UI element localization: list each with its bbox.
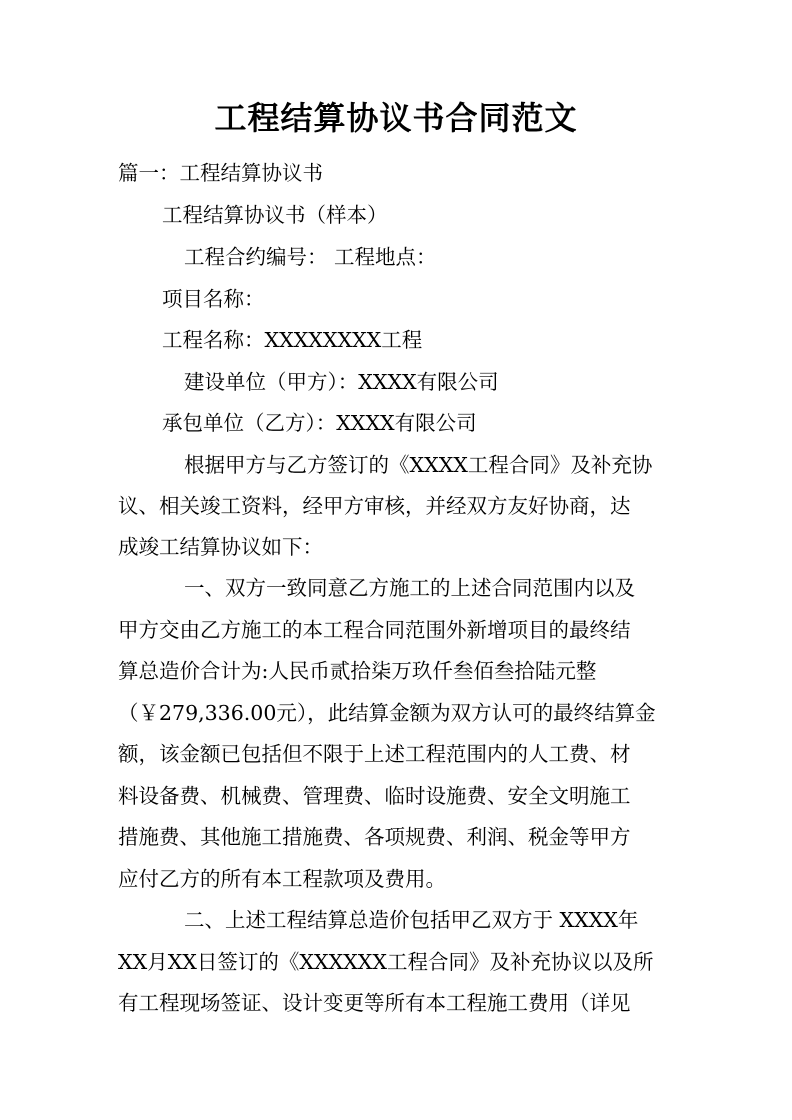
clause-line: 算总造价合计为:人民币贰拾柒万玖仟叁佰叁拾陆元整 xyxy=(118,659,597,683)
agreement-subtitle: 工程结算协议书（样本） xyxy=(162,203,388,227)
engineering-name: 工程名称：XXXXXXXX工程 xyxy=(162,328,423,352)
party-b: 承包单位（乙方）：XXXX有限公司 xyxy=(162,411,477,435)
paragraph-line: 根据甲方与乙方签订的《XXXX工程合同》及补充协 xyxy=(184,453,653,477)
contract-number-location: 工程合约编号： 工程地点： xyxy=(184,245,437,269)
clause-line: 有工程现场签证、设计变更等所有本工程施工费用（详见 xyxy=(118,991,631,1015)
clause-line: 应付乙方的所有本工程款项及费用。 xyxy=(118,867,446,891)
clause-line: （￥279,336.00元），此结算金额为双方认可的最终结算金 xyxy=(118,701,656,725)
clause-line: 一、双方一致同意乙方施工的上述合同范围内以及 xyxy=(184,576,635,600)
clause-line: 额，该金额已包括但不限于上述工程范围内的人工费、材 xyxy=(118,742,631,766)
party-a: 建设单位（甲方）：XXXX有限公司 xyxy=(184,370,499,394)
project-name: 项目名称： xyxy=(162,287,265,311)
clause-line: 二、上述工程结算总造价包括甲乙双方于 XXXX年 xyxy=(184,908,639,932)
clause-line: 措施费、其他施工措施费、各项规费、利润、税金等甲方 xyxy=(118,825,631,849)
clause-line: 甲方交由乙方施工的本工程合同范围外新增项目的最终结 xyxy=(118,618,631,642)
clause-line: 料设备费、机械费、管理费、临时设施费、安全文明施工 xyxy=(118,784,631,808)
clause-line: XX月XX日签订的《XXXXXX工程合同》及补充协议以及所 xyxy=(118,950,654,974)
document-title: 工程结算协议书合同范文 xyxy=(214,99,578,137)
paragraph-line: 议、相关竣工资料，经甲方审核，并经双方友好协商，达 xyxy=(118,494,631,518)
paragraph-line: 成竣工结算协议如下： xyxy=(118,535,323,559)
section-heading: 篇一：工程结算协议书 xyxy=(118,161,323,185)
